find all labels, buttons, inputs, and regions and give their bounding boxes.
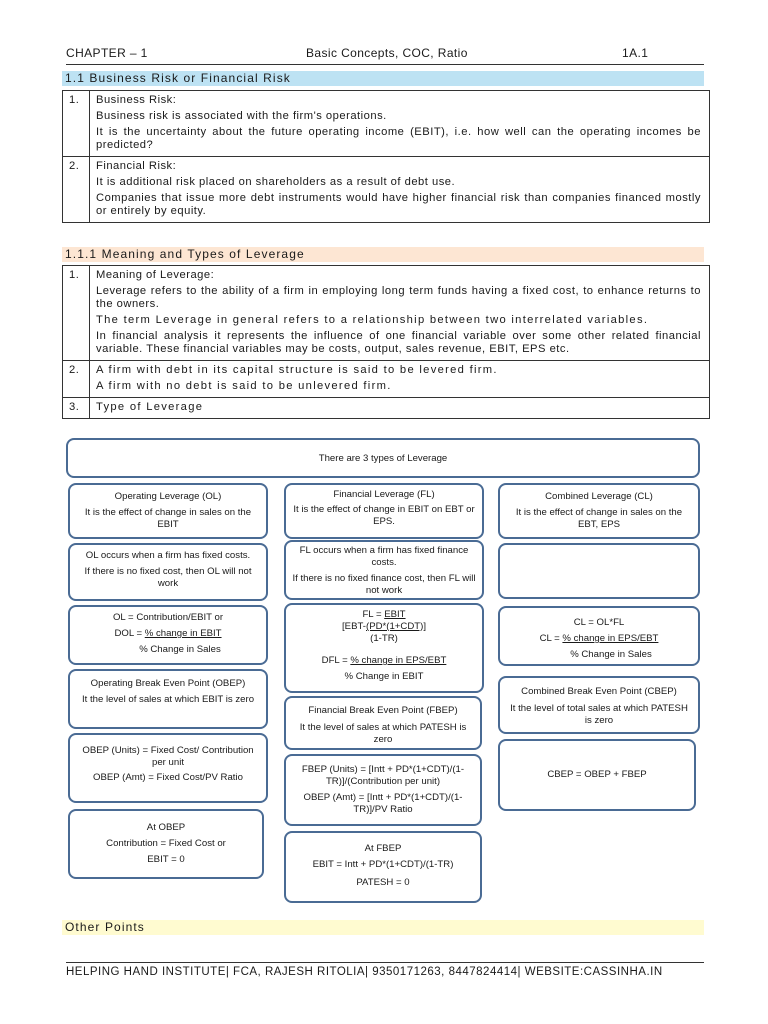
combined-leverage-box	[498, 483, 700, 539]
row-heading: Meaning of Leverage:	[96, 269, 215, 281]
obep-units-formula: OBEP (Units) = Fixed Cost/ Contribution per unit	[82, 745, 254, 768]
fbep-box	[284, 696, 482, 750]
fbep-title: Financial Break Even Point (FBEP)	[308, 705, 458, 716]
cl-empty-box	[498, 543, 700, 599]
section-title-business-risk: 1.1 Business Risk or Financial Risk	[62, 71, 704, 86]
fbep-desc: It the level of sales at which PATESH is zero	[299, 722, 467, 745]
leverage-types-box	[66, 438, 700, 478]
at-fbep-title: At FBEP	[364, 843, 402, 854]
fl-note-1: FL occurs when a firm has fixed finance costs.	[299, 545, 469, 568]
obep-formula-box	[68, 733, 268, 803]
operating-leverage-box	[68, 483, 268, 539]
dfl-denominator: % Change in EBIT	[344, 671, 424, 682]
table-row	[63, 361, 710, 398]
business-risk-table	[62, 90, 710, 223]
fl-title: Financial Leverage (FL)	[333, 489, 435, 500]
row-number: 1.	[63, 91, 90, 157]
cl-desc: It is the effect of change in sales on the EBT, EPS	[515, 507, 683, 530]
cbep-desc: It the level of total sales at which PATESH is zero	[510, 703, 688, 726]
at-obep-line-2: EBIT = 0	[147, 854, 185, 865]
row-text: A firm with debt in its capital structure is said to be levered firm.	[96, 364, 498, 376]
page-number: 1A.1	[622, 46, 649, 60]
cbep-formula: CBEP = OBEP + FBEP	[547, 769, 647, 780]
dol-formula: DOL = % change in EBIT	[114, 628, 222, 639]
fl-note-box	[284, 540, 484, 600]
fl-formula-box	[284, 603, 484, 693]
ol-title: Operating Leverage (OL)	[114, 491, 222, 502]
row-text: A firm with no debt is said to be unlevered firm.	[96, 380, 392, 392]
at-fbep-box	[284, 831, 482, 903]
ol-note-1: OL occurs when a firm has fixed costs.	[85, 550, 251, 561]
page-footer: HELPING HAND INSTITUTE| FCA, RAJESH RITOLIA| 9350171263, 8447824414| WEBSITE:CASSINHA.IN	[66, 962, 704, 978]
cl-change-formula: CL = % change in EPS/EBT	[539, 633, 659, 644]
row-heading: Business Risk:	[96, 94, 177, 106]
cbep-box	[498, 676, 700, 734]
dfl-formula: DFL = % change in EPS/EBT	[321, 655, 447, 666]
ol-desc: It is the effect of change in sales on the EBIT	[84, 507, 252, 530]
at-fbep-line-2: PATESH = 0	[356, 877, 410, 888]
row-text: The term Leverage in general refers to a relationship between two interrelated variables.	[96, 314, 649, 326]
at-fbep-line-1: EBIT = Intt + PD*(1+CDT)/(1-TR)	[312, 859, 454, 870]
row-heading: Type of Leverage	[96, 401, 204, 413]
leverage-table	[62, 265, 710, 419]
ol-formula-box	[68, 605, 268, 665]
fbep-amt-formula: OBEP (Amt) = [Intt + PD*(1+CDT)/(1-TR)]/PV Ratio	[303, 792, 463, 815]
fl-note-2: If there is no fixed finance cost, then FL will not work	[292, 573, 476, 596]
row-heading: Financial Risk:	[96, 160, 177, 172]
row-number: 2.	[63, 157, 90, 223]
obep-title: Operating Break Even Point (OBEP)	[90, 678, 246, 689]
fbep-units-formula: FBEP (Units) = [Intt + PD*(1+CDT)/(1-TR)]/(Contribution per unit)	[301, 764, 465, 787]
fl-formula: FL = EBIT	[362, 609, 406, 620]
row-text: Leverage refers to the ability of a firm in employing long term funds having a fixed cost, to enhance returns to the owners.	[96, 285, 701, 310]
section-title-other-points: Other Points	[62, 920, 704, 935]
fl-formula-denominator: [EBT-(PD*(1+CDT)]	[342, 621, 426, 632]
row-text: In financial analysis it represents the influence of one financial variable over some other related financial variable. These financial variables may be costs, output, sales revenue, EBIT, EPS etc.	[96, 330, 701, 355]
cl-denominator: % Change in Sales	[570, 649, 652, 660]
header-title: Basic Concepts, COC, Ratio	[306, 46, 468, 60]
dol-denominator: % Change in Sales	[139, 644, 221, 655]
row-number: 2.	[63, 361, 90, 398]
row-number: 1.	[63, 266, 90, 361]
cbep-title: Combined Break Even Point (CBEP)	[521, 686, 677, 697]
obep-desc: It the level of sales at which EBIT is zero	[81, 694, 255, 705]
at-obep-line-1: Contribution = Fixed Cost or	[106, 838, 226, 849]
fbep-formula-box	[284, 754, 482, 826]
cl-formula-box	[498, 606, 700, 666]
ol-formula: OL = Contribution/EBIT or	[112, 612, 224, 623]
fl-formula-tax: (1-TR)	[370, 633, 398, 644]
cl-formula: CL = OL*FL	[573, 617, 625, 628]
row-text: It is additional risk placed on shareholders as a result of debt use.	[96, 176, 456, 188]
cbep-formula-box	[498, 739, 696, 811]
ol-note-box	[68, 543, 268, 601]
table-row	[63, 157, 710, 223]
cl-title: Combined Leverage (CL)	[545, 491, 653, 502]
at-obep-box	[68, 809, 264, 879]
table-row	[63, 398, 710, 419]
page-header	[66, 46, 704, 65]
financial-leverage-box	[284, 483, 484, 539]
table-row	[63, 266, 710, 361]
fl-desc: It is the effect of change in EBIT on EBT or EPS.	[293, 504, 475, 527]
row-text: Companies that issue more debt instruments would have higher financial risk than companies financed mostly or entirely by equity.	[96, 192, 701, 217]
obep-box	[68, 669, 268, 729]
leverage-types-text: There are 3 types of Leverage	[318, 453, 448, 464]
table-row	[63, 91, 710, 157]
ol-note-2: If there is no fixed cost, then OL will not work	[84, 566, 252, 589]
at-obep-title: At OBEP	[146, 822, 186, 833]
obep-amt-formula: OBEP (Amt) = Fixed Cost/PV Ratio	[93, 772, 243, 783]
section-title-leverage: 1.1.1 Meaning and Types of Leverage	[62, 247, 704, 262]
row-text: Business risk is associated with the firm's operations.	[96, 110, 387, 122]
chapter-label: CHAPTER – 1	[66, 46, 148, 60]
row-text: It is the uncertainty about the future operating income (EBIT), i.e. how well can the operating incomes be predicted?	[96, 126, 701, 151]
row-number: 3.	[63, 398, 90, 419]
